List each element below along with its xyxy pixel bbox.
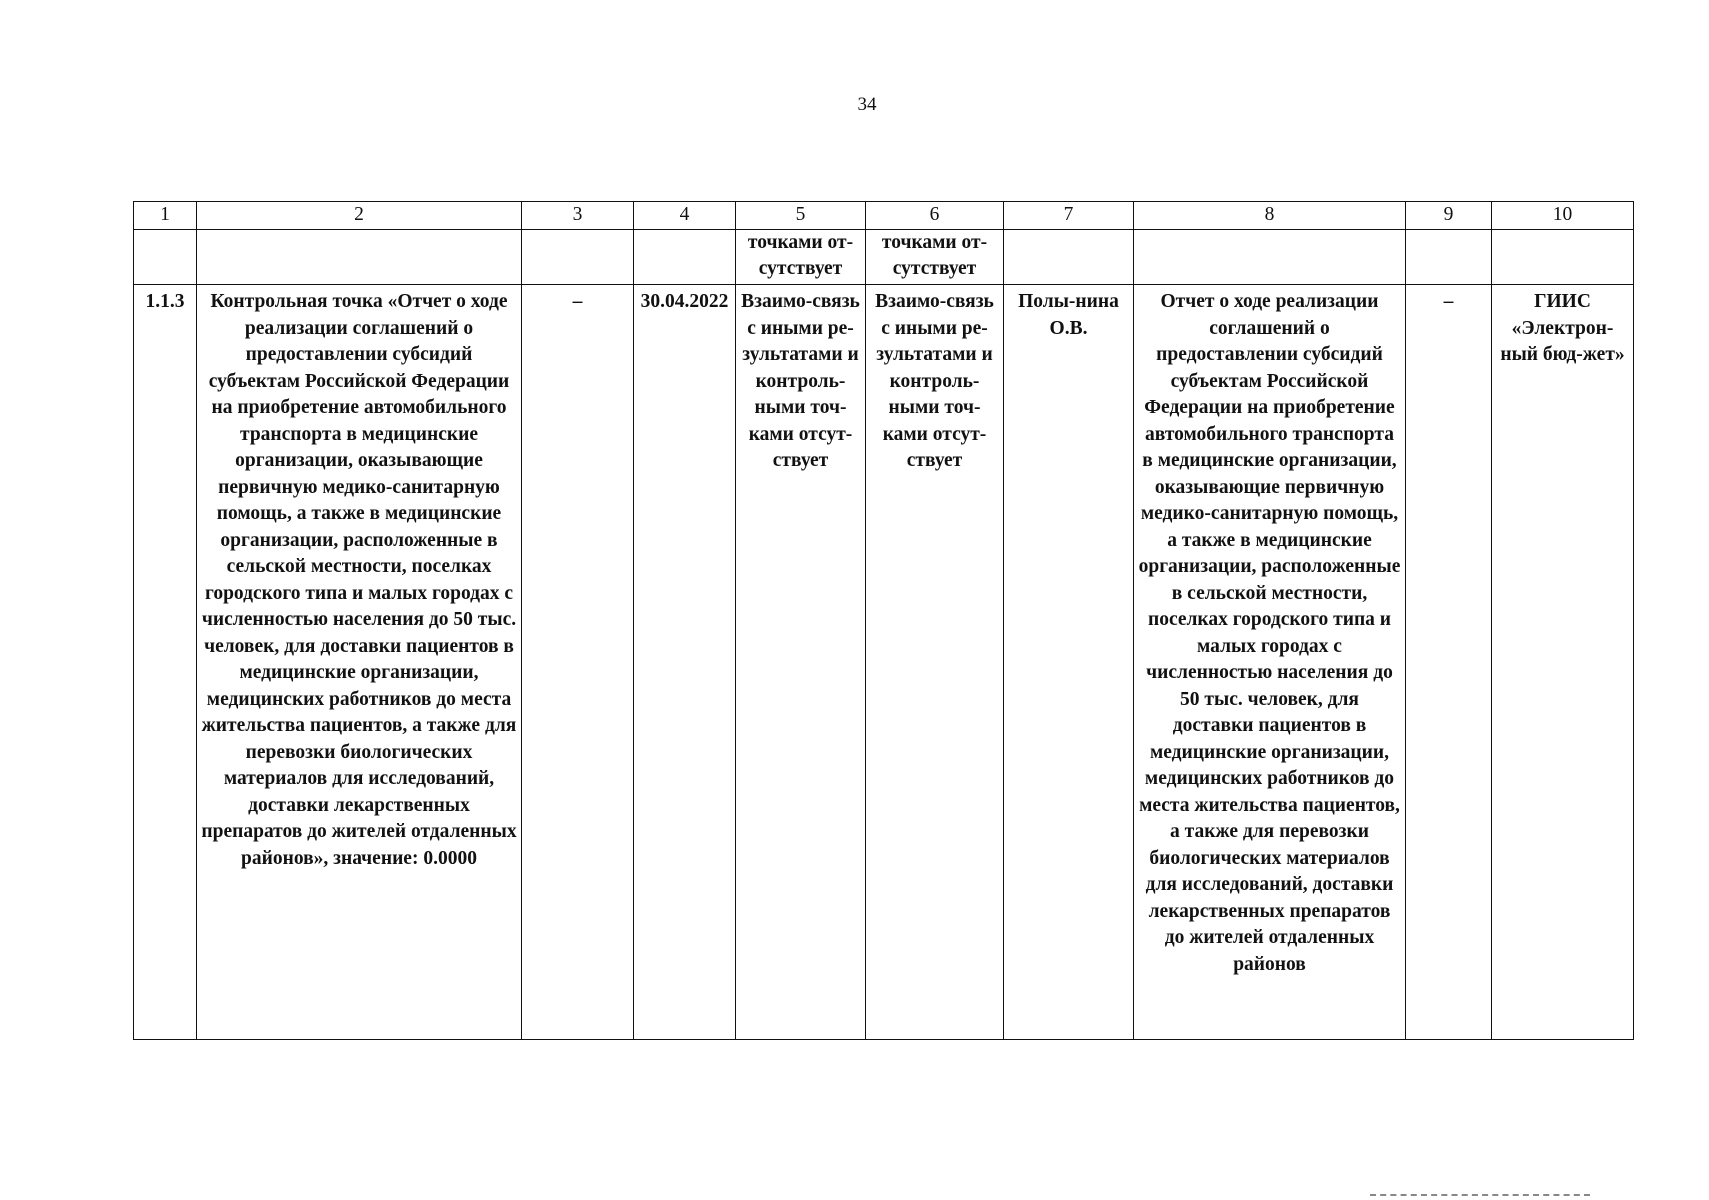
column-header: 1 bbox=[134, 202, 197, 230]
deadline-date-cell: 30.04.2022 bbox=[634, 285, 736, 1040]
responsible-person-cell: Полы-нина О.В. bbox=[1004, 285, 1134, 1040]
table-cell bbox=[1134, 230, 1406, 285]
table-cell: точками от-сутствует bbox=[866, 230, 1004, 285]
page-number: 34 bbox=[857, 94, 877, 115]
column-header: 9 bbox=[1406, 202, 1492, 230]
table-cell bbox=[1492, 230, 1634, 285]
column-header: 8 bbox=[1134, 202, 1406, 230]
column-header: 6 bbox=[866, 202, 1004, 230]
document-type-cell: Отчет о ходе реализации соглашений о предоставлении субсидий субъектам Российской Федерации на приобретение автомобильного транспорта в медицинские организации, оказывающие первичную медико-санитарную помощь, а также в медицинские организации, расположенные в сельской местности, поселках городского типа и малых городах с численностью населения до 50 тыс. человек, для доставки пациентов в медицинские организации, медицинских работников до места жительства пациентов, а также для перевозки биологических материалов для исследований, доставки лекарственных препаратов до жителей отдаленных районов bbox=[1134, 285, 1406, 1040]
item-number-cell: 1.1.3 bbox=[134, 285, 197, 1040]
control-point-description-cell: Контрольная точка «Отчет о ходе реализации соглашений о предоставлении субсидий субъектам Российской Федерации на приобретение автомобильного транспорта в медицинские организации, оказывающие первичную медико-санитарную помощь, а также в медицинские организации, расположенные в сельской местности, поселках городского типа и малых городах с численностью населения до 50 тыс. человек, для доставки пациентов в медицинские организации, медицинских работников до места жительства пациентов, а также для перевозки биологических материалов для исследований, доставки лекарственных препаратов до жителей отдаленных районов», значение: 0.0000 bbox=[197, 285, 522, 1040]
column-header: 2 bbox=[197, 202, 522, 230]
table-row bbox=[134, 285, 1634, 1040]
successors-cell: Взаимо-связь с иными ре-зультатами и контроль-ными точ-ками отсут-ствует bbox=[866, 285, 1004, 1040]
information-system-cell: ГИИС «Электрон-ный бюд-жет» bbox=[1492, 285, 1634, 1040]
scan-artifact-line bbox=[1370, 1194, 1590, 1198]
base-value-cell: – bbox=[522, 285, 634, 1040]
approval-level-cell: – bbox=[1406, 285, 1492, 1040]
column-header: 10 bbox=[1492, 202, 1634, 230]
predecessors-cell: Взаимо-связь с иными ре-зультатами и контроль-ными точ-ками отсут-ствует bbox=[736, 285, 866, 1040]
column-header: 7 bbox=[1004, 202, 1134, 230]
table-cell bbox=[634, 230, 736, 285]
column-header: 4 bbox=[634, 202, 736, 230]
table-cell bbox=[197, 230, 522, 285]
control-points-table bbox=[133, 201, 1634, 1040]
continuation-row bbox=[134, 230, 1634, 285]
table-cell bbox=[522, 230, 634, 285]
table-cell bbox=[1406, 230, 1492, 285]
table-cell: точками от-сутствует bbox=[736, 230, 866, 285]
column-header: 3 bbox=[522, 202, 634, 230]
column-header: 5 bbox=[736, 202, 866, 230]
column-number-row bbox=[134, 202, 1634, 230]
table-cell bbox=[1004, 230, 1134, 285]
table-cell bbox=[134, 230, 197, 285]
